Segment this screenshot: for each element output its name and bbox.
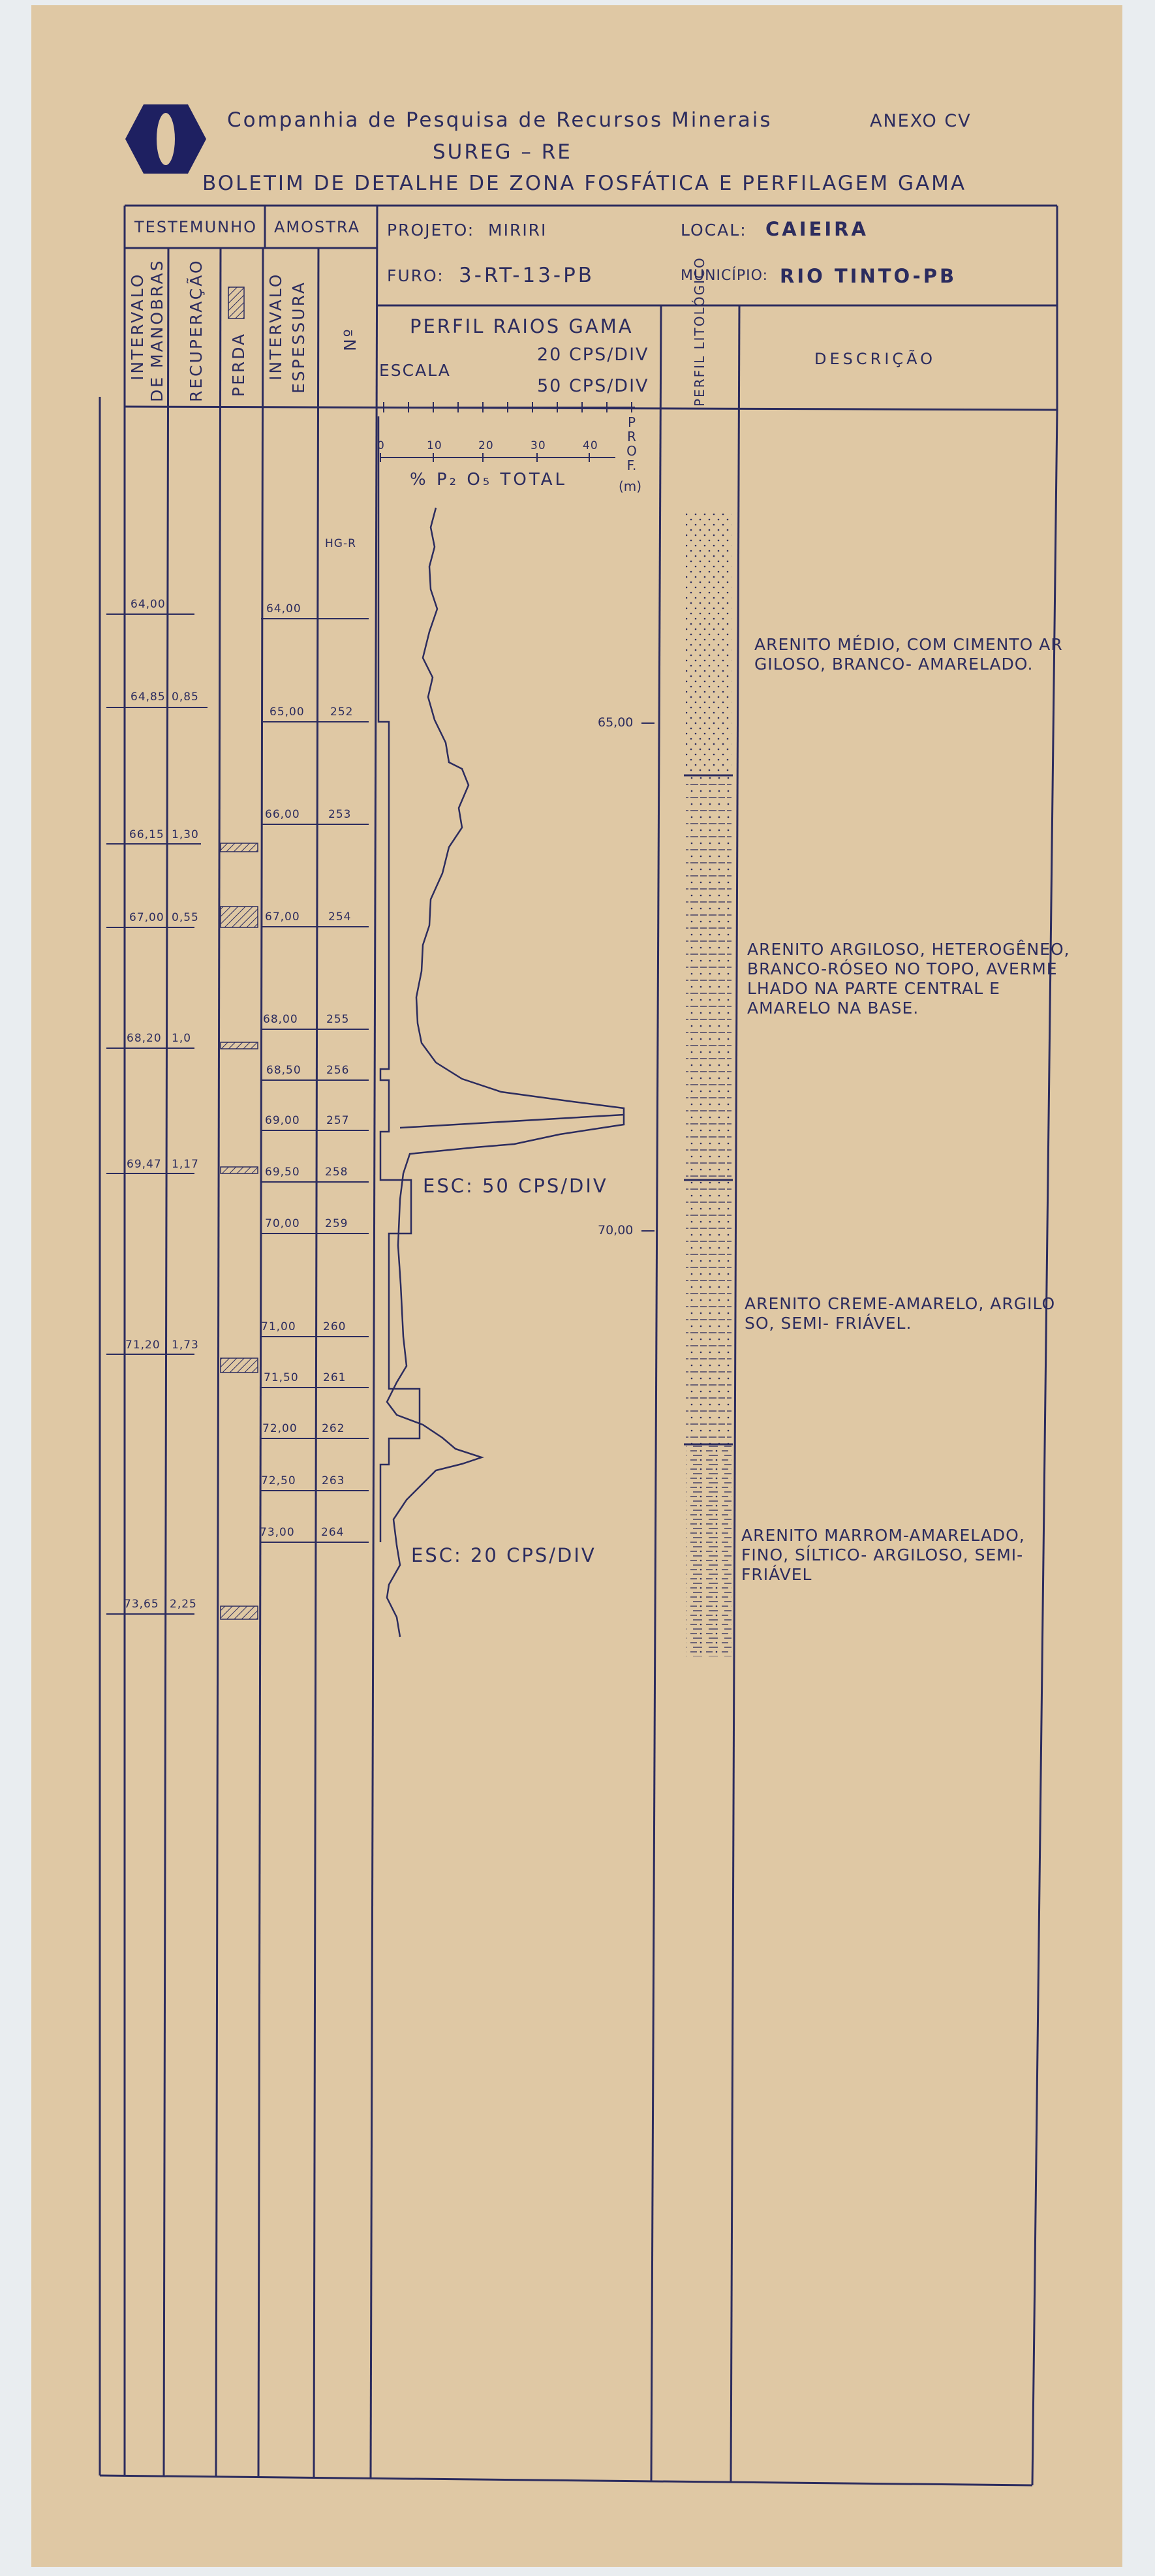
amostra-depth: 70,00 (265, 1217, 300, 1230)
amostra-number: 255 (326, 1013, 350, 1026)
amostra-depth: 72,50 (261, 1474, 296, 1487)
p2o5-axis-label: % P₂ O₅ TOTAL (410, 470, 567, 489)
manobra-rec: 2,25 (170, 1598, 197, 1611)
municipio-label: MUNICÍPIO: (681, 268, 768, 284)
depth-mark-70: 70,00 (598, 1223, 634, 1237)
projeto-label: PROJETO: (387, 221, 475, 240)
amostra-number: 256 (326, 1064, 350, 1077)
amostra-depth: 67,00 (265, 910, 300, 923)
amostra-depth: 65,00 (270, 706, 305, 719)
projeto-value: MIRIRI (488, 221, 547, 240)
numero-label: Nº (341, 327, 360, 351)
manobra-rec: 1,30 (172, 828, 199, 841)
manobra-depth: 71,20 (125, 1339, 161, 1352)
lithology-column (31, 5, 1122, 2567)
scale-20-label: 20 CPS/DIV (537, 345, 649, 365)
manobra-depth: 64,85 (131, 691, 166, 704)
amostra-number: 259 (325, 1217, 348, 1230)
description-2: ARENITO ARGILOSO, HETEROGÊNEO, BRANCO-RÓSEO NO TOPO, AVERME LHADO NA PARTE CENTRAL E AMARELO NA BASE. (747, 940, 1070, 1017)
amostra-depth: 64,00 (266, 602, 301, 615)
manobra-rec: 1,17 (172, 1158, 199, 1171)
municipio-value: RIO TINTO-PB (780, 265, 957, 287)
amostra-depth: 71,00 (261, 1320, 296, 1333)
local-label: LOCAL: (681, 221, 747, 240)
esc-20-note: ESC: 20 CPS/DIV (411, 1544, 596, 1566)
document-sheet (31, 5, 1122, 2567)
amostra-number: 254 (328, 910, 352, 923)
intervalo-manobras-label-1: INTERVALO (128, 272, 147, 380)
amostra-depth: 68,50 (266, 1064, 301, 1077)
intervalo-espessura-label-1: INTERVALO (266, 272, 285, 380)
amostra-depth: 68,00 (263, 1013, 298, 1026)
amostra-number: 258 (325, 1166, 348, 1179)
perfil-raios-gama-title: PERFIL RAIOS GAMA (410, 315, 634, 337)
description-3: ARENITO CREME-AMARELO, ARGILO SO, SEMI- FRIÁVEL. (745, 1294, 1056, 1333)
description-4: ARENITO MARROM-AMARELADO, FINO, SÍLTICO- ARGILOSO, SEMI- FRIÁVEL (741, 1526, 1025, 1584)
hgr-label: HG-R (325, 537, 356, 550)
testemunho-header: TESTEMUNHO (134, 218, 258, 236)
amostra-depth: 66,00 (265, 808, 300, 821)
amostra-depth: 71,50 (264, 1371, 299, 1384)
manobra-rec: 0,55 (172, 911, 199, 924)
amostra-number: 262 (322, 1422, 345, 1435)
furo-label: FURO: (387, 266, 444, 285)
prof-label: PROF. (626, 414, 637, 473)
amostra-number: 263 (322, 1474, 345, 1487)
manobra-depth: 69,47 (127, 1158, 162, 1171)
lith-layer-1 (686, 511, 732, 775)
amostra-header: AMOSTRA (274, 218, 361, 236)
manobra-depth: 73,65 (124, 1598, 159, 1611)
amostra-number: 253 (328, 808, 352, 821)
company-name: Companhia de Pesquisa de Recursos Minerais (227, 108, 773, 132)
region-label: SUREG – RE (433, 140, 572, 164)
p2o5-tick-0: 0 (377, 439, 385, 452)
lith-layer-4 (686, 1444, 732, 1656)
manobra-depth: 66,15 (129, 828, 164, 841)
document-title: BOLETIM DE DETALHE DE ZONA FOSFÁTICA E PERFILAGEM GAMA (202, 172, 967, 195)
amostra-number: 252 (330, 706, 354, 719)
amostra-number: 261 (323, 1371, 346, 1384)
description-1: ARENITO MÉDIO, COM CIMENTO AR GILOSO, BRANCO- AMARELADO. (754, 635, 1063, 674)
esc-50-note: ESC: 50 CPS/DIV (423, 1175, 608, 1197)
p2o5-tick-30: 30 (531, 439, 546, 452)
descricao-header: DESCRIÇÃO (814, 350, 936, 368)
manobra-depth: 64,00 (131, 598, 166, 611)
amostra-number: 257 (326, 1114, 350, 1127)
perda-label: PERDA (229, 332, 248, 397)
amostra-depth: 69,50 (265, 1166, 300, 1179)
scale-50-label: 50 CPS/DIV (537, 376, 649, 396)
lith-layer-2 (686, 775, 732, 1180)
amostra-depth: 73,00 (260, 1526, 295, 1539)
intervalo-manobras-label-2: DE MANOBRAS (147, 258, 166, 402)
amostra-depth: 69,00 (265, 1114, 300, 1127)
escala-label: ESCALA (379, 361, 451, 380)
p2o5-tick-10: 10 (427, 439, 442, 452)
manobra-depth: 68,20 (127, 1032, 162, 1045)
perfil-litologico-label: PERFIL LITOLÓGICO (692, 256, 707, 407)
manobra-rec: 0,85 (172, 691, 199, 704)
manobra-rec: 1,73 (172, 1339, 199, 1352)
amostra-number: 260 (323, 1320, 346, 1333)
lith-layer-3 (686, 1180, 732, 1444)
amostra-number: 264 (321, 1526, 345, 1539)
p2o5-tick-40: 40 (583, 439, 598, 452)
recuperacao-label: RECUPERAÇÃO (187, 258, 206, 402)
local-value: CAIEIRA (765, 218, 869, 240)
intervalo-espessura-label-2: ESPESSURA (289, 280, 308, 394)
manobra-depth: 67,00 (129, 911, 164, 924)
prof-unit: (m) (619, 478, 642, 494)
manobra-rec: 1,0 (172, 1032, 192, 1045)
annex-label: ANEXO CV (870, 111, 972, 131)
depth-mark-65: 65,00 (598, 715, 634, 730)
amostra-depth: 72,00 (262, 1422, 298, 1435)
furo-value: 3-RT-13-PB (459, 264, 595, 287)
p2o5-tick-20: 20 (478, 439, 494, 452)
